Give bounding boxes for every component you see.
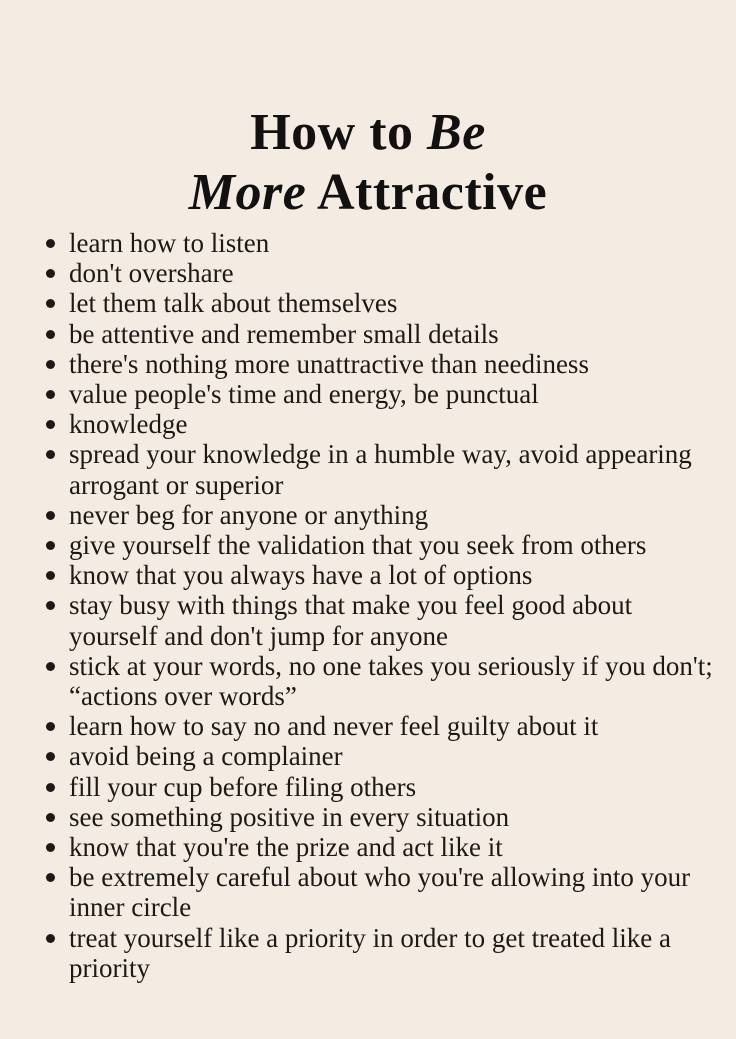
bullet-icon [46,450,55,459]
list-item [46,862,722,922]
page-title [0,103,736,223]
list-item-text: stick at your words, no one takes you seriously if you don't; “actions over words” [69,650,713,712]
bullet-icon [46,571,55,580]
bullet-icon [46,541,55,550]
bullet-icon [46,783,55,792]
list-item [46,590,722,650]
list-item [46,288,722,318]
bullet-icon [46,813,55,822]
bullet-icon [46,330,55,339]
list-item-text: fill your cup before filing others [69,771,417,802]
list-item-text: avoid being a complainer [69,741,343,772]
list-item [46,923,722,983]
list-item-text: learn how to say no and never feel guilty about it [69,711,599,742]
list-item [46,379,722,409]
list-item-text: treat yourself like a priority in order to get treated like a priority [69,922,672,983]
list-item [46,772,722,802]
list-item [46,802,722,832]
list-item [46,530,722,560]
list-item [46,711,722,741]
list-item-text: don't overshare [69,258,234,289]
bullet-icon [46,239,55,248]
title-line-2-italic: More [188,163,307,221]
bullet-icon [46,360,55,369]
list-item-text: there's nothing more unattractive than neediness [69,348,589,379]
bullet-icon [46,601,55,610]
bullet-icon [46,873,55,882]
list-item [46,409,722,439]
list-item-text: value people's time and energy, be punctual [69,379,539,410]
bullet-icon [46,934,55,943]
list-item-text: see something positive in every situation [69,801,510,832]
bullet-icon [46,299,55,308]
title-line-1-italic: Be [427,103,486,161]
bullet-icon [46,752,55,761]
list-item-text: spread your knowledge in a humble way, avoid appearing arrogant or superior [69,439,692,500]
list-item [46,349,722,379]
list-item-text: let them talk about themselves [69,288,398,319]
list-item [46,651,722,711]
list-item-text: know that you always have a lot of options [69,560,533,591]
title-line-1-plain: How to [250,103,428,161]
bullet-icon [46,722,55,731]
title-line-2 [0,163,736,223]
bullet-icon [46,843,55,852]
list-item-text: know that you're the prize and act like it [69,832,503,863]
list-item-text: stay busy with things that make you feel good about yourself and don't jump for anyone [69,590,633,651]
list-item [46,319,722,349]
bullet-icon [46,662,55,671]
title-line-1 [0,103,736,163]
list-item-text: knowledge [69,409,188,440]
list-item [46,741,722,771]
list-item-text: never beg for anyone or anything [69,499,429,530]
list-item-text: give yourself the validation that you seek from others [69,530,647,561]
tips-list [46,228,722,983]
bullet-icon [46,269,55,278]
list-item [46,228,722,258]
list-item [46,439,722,499]
list-item [46,832,722,862]
bullet-icon [46,420,55,429]
list-item-text: learn how to listen [69,228,270,258]
bullet-icon [46,390,55,399]
bullet-icon [46,511,55,520]
title-line-2-plain: Attractive [306,163,548,221]
list-item [46,500,722,530]
list-item-text: be extremely careful about who you're allowing into your inner circle [69,862,691,923]
list-item [46,258,722,288]
list-item-text: be attentive and remember small details [69,318,499,349]
list-item [46,560,722,590]
